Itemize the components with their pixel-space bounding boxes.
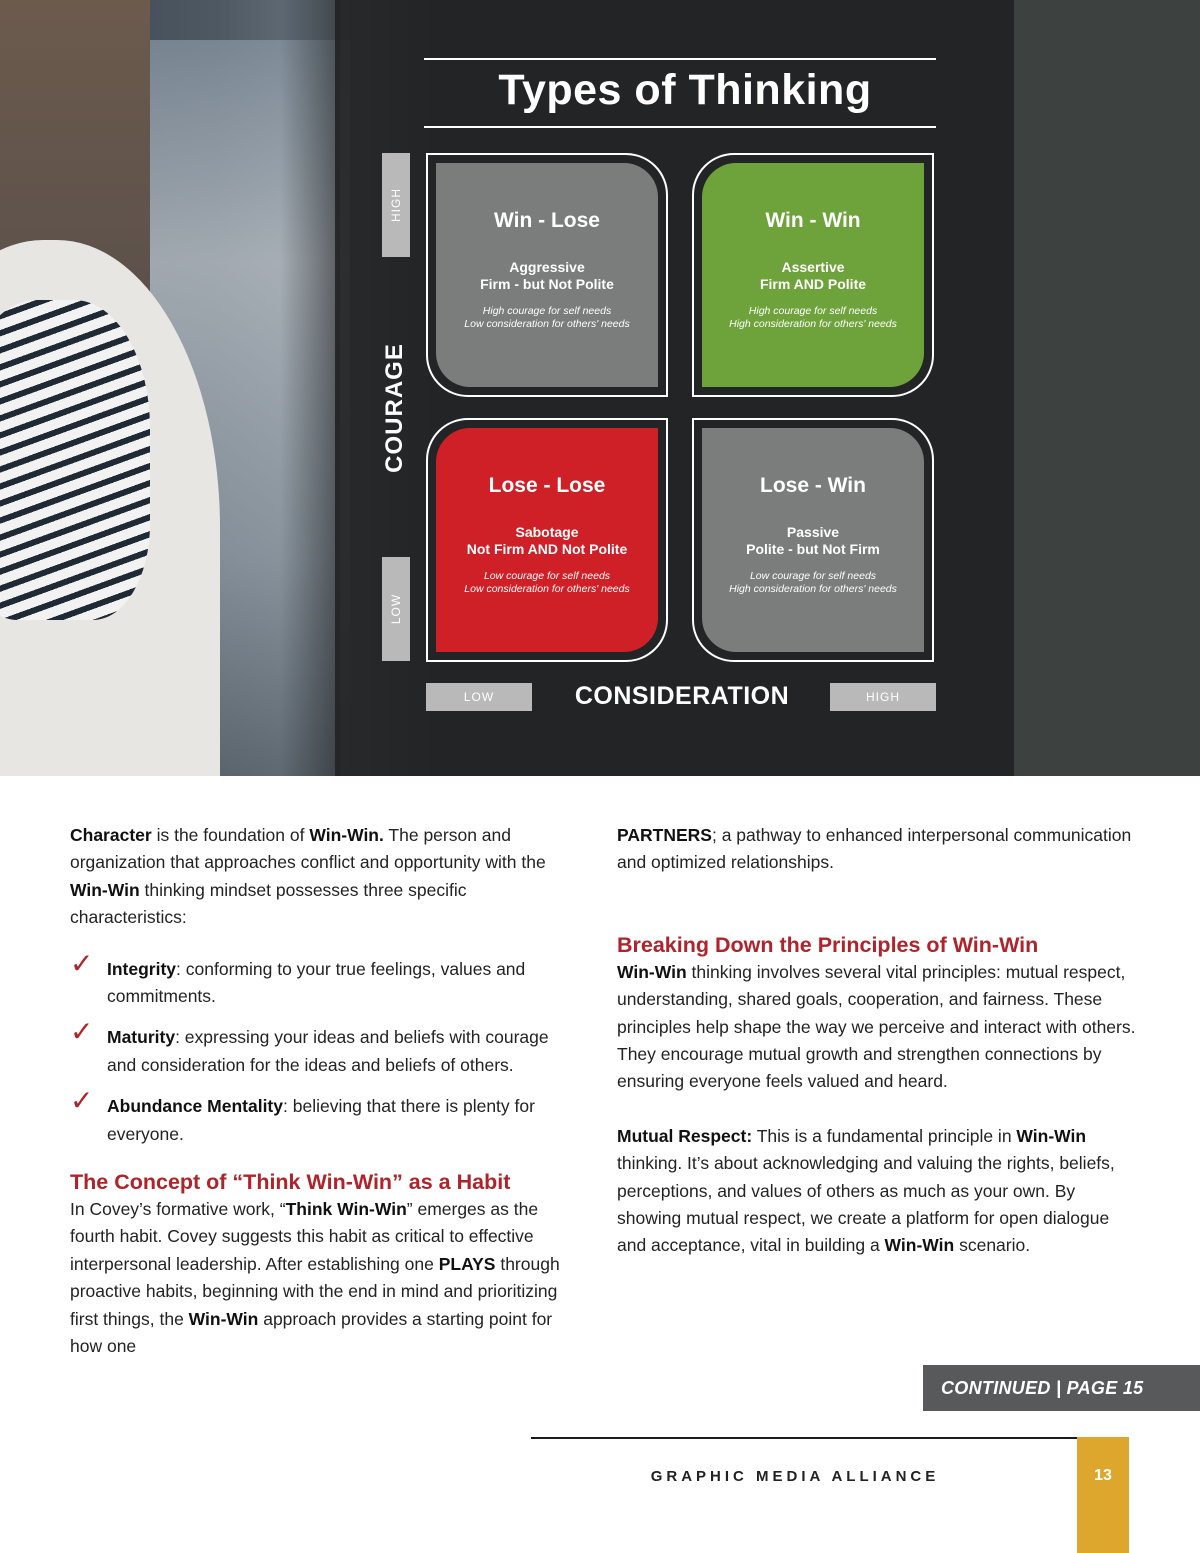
quadrant-style: Aggressive — [509, 259, 585, 275]
list-item — [70, 1085, 580, 1148]
quadrant-style: Sabotage — [515, 524, 579, 540]
page-number-tab — [1077, 1437, 1129, 1553]
quadrant-description: Polite - but Not Firm — [746, 541, 880, 557]
text: through proactive habits, beginning with the end in mind and prioritizing first things, the — [70, 1253, 560, 1329]
continued-paragraph — [617, 822, 1137, 877]
left-column — [70, 822, 580, 1361]
trait-description: : believing that there is plenty for everyone. — [107, 1096, 535, 1144]
background-photo-scarf — [0, 300, 150, 620]
x-axis-label: CONSIDERATION — [574, 682, 790, 710]
bold-text: Think Win-Win — [285, 1199, 407, 1220]
y-axis-high-tag — [382, 153, 410, 257]
quadrant-note-courage: Low courage for self needs — [749, 570, 877, 582]
text: thinking. It’s about acknowledging and valuing the rights, beliefs, perceptions, and values of others as much as your own. By showing mutual respect, we create a platform for open dialogue and acceptance, vital in building a — [617, 1153, 1115, 1256]
quadrant-note-courage: High courage for self needs — [482, 305, 612, 317]
quadrant-note-consideration: High consideration for others' needs — [729, 583, 897, 595]
trait-name: Abundance Mentality — [107, 1096, 283, 1117]
intro-paragraph — [70, 822, 580, 932]
footer-rule — [531, 1437, 1077, 1439]
section-heading-principles: Breaking Down the Principles of Win-Win — [617, 932, 1039, 957]
photo-fade — [280, 0, 340, 776]
text: thinking involves several vital principles: mutual respect, understanding, shared goals, cooperation, and fairness. These principles help shape the way we perceive and interact with others. They encourage mutual growth and strengthen connections by ensuring everyone feels valued and heard. — [617, 961, 1136, 1092]
footer-brand: GRAPHIC MEDIA ALLIANCE — [650, 1468, 940, 1485]
text: In Covey’s formative work, “ — [70, 1199, 286, 1220]
title-rule-bottom — [424, 126, 936, 128]
quadrant-note-consideration: Low consideration for others' needs — [464, 318, 630, 330]
right-panel — [1014, 0, 1200, 776]
page-number: 13 — [1094, 1467, 1112, 1484]
section-heading-habit: The Concept of “Think Win-Win” as a Habit — [70, 1170, 511, 1195]
continued-page-link[interactable]: CONTINUED | PAGE 15 — [923, 1365, 1200, 1411]
text: ” emerges as the fourth habit. Covey suggests this habit as critical to effective interpersonal leadership. After establishing one — [70, 1199, 539, 1274]
principles-paragraph — [617, 959, 1137, 1096]
bold-text: Win-Win — [617, 961, 687, 982]
x-axis-low-tag: LOW — [426, 683, 532, 711]
quadrant-lose-lose — [426, 418, 668, 662]
bold-text: Win-Win — [188, 1308, 259, 1329]
list-item — [70, 1016, 580, 1079]
quadrant-description: Not Firm AND Not Polite — [466, 541, 628, 557]
quadrant-win-lose — [426, 153, 668, 397]
quadrant-note-consideration: Low consideration for others' needs — [464, 583, 630, 595]
y-axis-low-tag — [382, 557, 410, 661]
list-item — [70, 947, 580, 1011]
quadrant-title: Lose - Lose — [488, 474, 606, 497]
characteristics-list — [70, 947, 580, 1148]
diagram-title: Types of Thinking — [498, 66, 872, 114]
quadrant-title: Lose - Win — [760, 474, 866, 497]
title-rule-top — [424, 58, 936, 60]
x-axis-high-tag: HIGH — [830, 683, 936, 711]
y-axis-label: COURAGE — [381, 343, 408, 473]
quadrant-style: Assertive — [781, 259, 845, 275]
text: The person and organization that approaches conflict and opportunity with the — [70, 825, 546, 873]
mutual-respect-paragraph — [617, 1123, 1137, 1260]
text: thinking mindset possesses three specific characteristics: — [70, 879, 467, 928]
bold-text: Win-Win. — [309, 825, 384, 845]
quadrant-style: Passive — [786, 524, 840, 540]
quadrant-lose-win — [692, 418, 934, 662]
text: scenario. — [954, 1235, 1031, 1256]
checkmark-icon: ✓ — [70, 1016, 94, 1048]
trait-name: Maturity — [107, 1027, 176, 1048]
quadrant-note-courage: Low courage for self needs — [483, 570, 611, 582]
bold-text: Mutual Respect: — [617, 1125, 753, 1146]
hero-banner — [0, 0, 1200, 776]
quadrant-description: Firm - but Not Polite — [480, 276, 614, 292]
quadrant-win-win — [692, 153, 934, 397]
trait-description: : conforming to your true feelings, values and commitments. — [107, 958, 526, 1007]
checkmark-icon: ✓ — [70, 947, 94, 979]
quadrant-title: Win - Win — [765, 209, 861, 232]
text: This is a fundamental principle in — [752, 1125, 1017, 1146]
y-axis-high-label: HIGH — [389, 188, 403, 222]
checkmark-icon: ✓ — [70, 1085, 94, 1117]
bold-text: PARTNERS — [617, 825, 712, 845]
bold-text: Win-Win — [884, 1235, 955, 1256]
text: is the foundation of — [151, 825, 310, 845]
habit-paragraph — [70, 1196, 580, 1360]
quadrant-title: Win - Lose — [494, 209, 600, 232]
quadrant-description: Firm AND Polite — [759, 276, 867, 292]
right-column — [617, 822, 1137, 1260]
text: ; a pathway to enhanced interpersonal communication and optimized relationships. — [617, 825, 1132, 873]
bold-text: Character — [70, 825, 152, 845]
y-axis-low-label: LOW — [389, 593, 403, 625]
trait-name: Integrity — [107, 958, 177, 979]
text: approach provides a starting point for how one — [70, 1308, 553, 1357]
bold-text: PLAYS — [438, 1253, 496, 1274]
quadrant-note-consideration: High consideration for others' needs — [729, 318, 897, 330]
trait-description: : expressing your ideas and beliefs with courage and consideration for the ideas and beliefs of others. — [107, 1027, 549, 1075]
bold-text: Win-Win — [70, 879, 140, 900]
quadrant-note-courage: High courage for self needs — [748, 305, 878, 317]
bold-text: Win-Win — [1016, 1125, 1087, 1146]
